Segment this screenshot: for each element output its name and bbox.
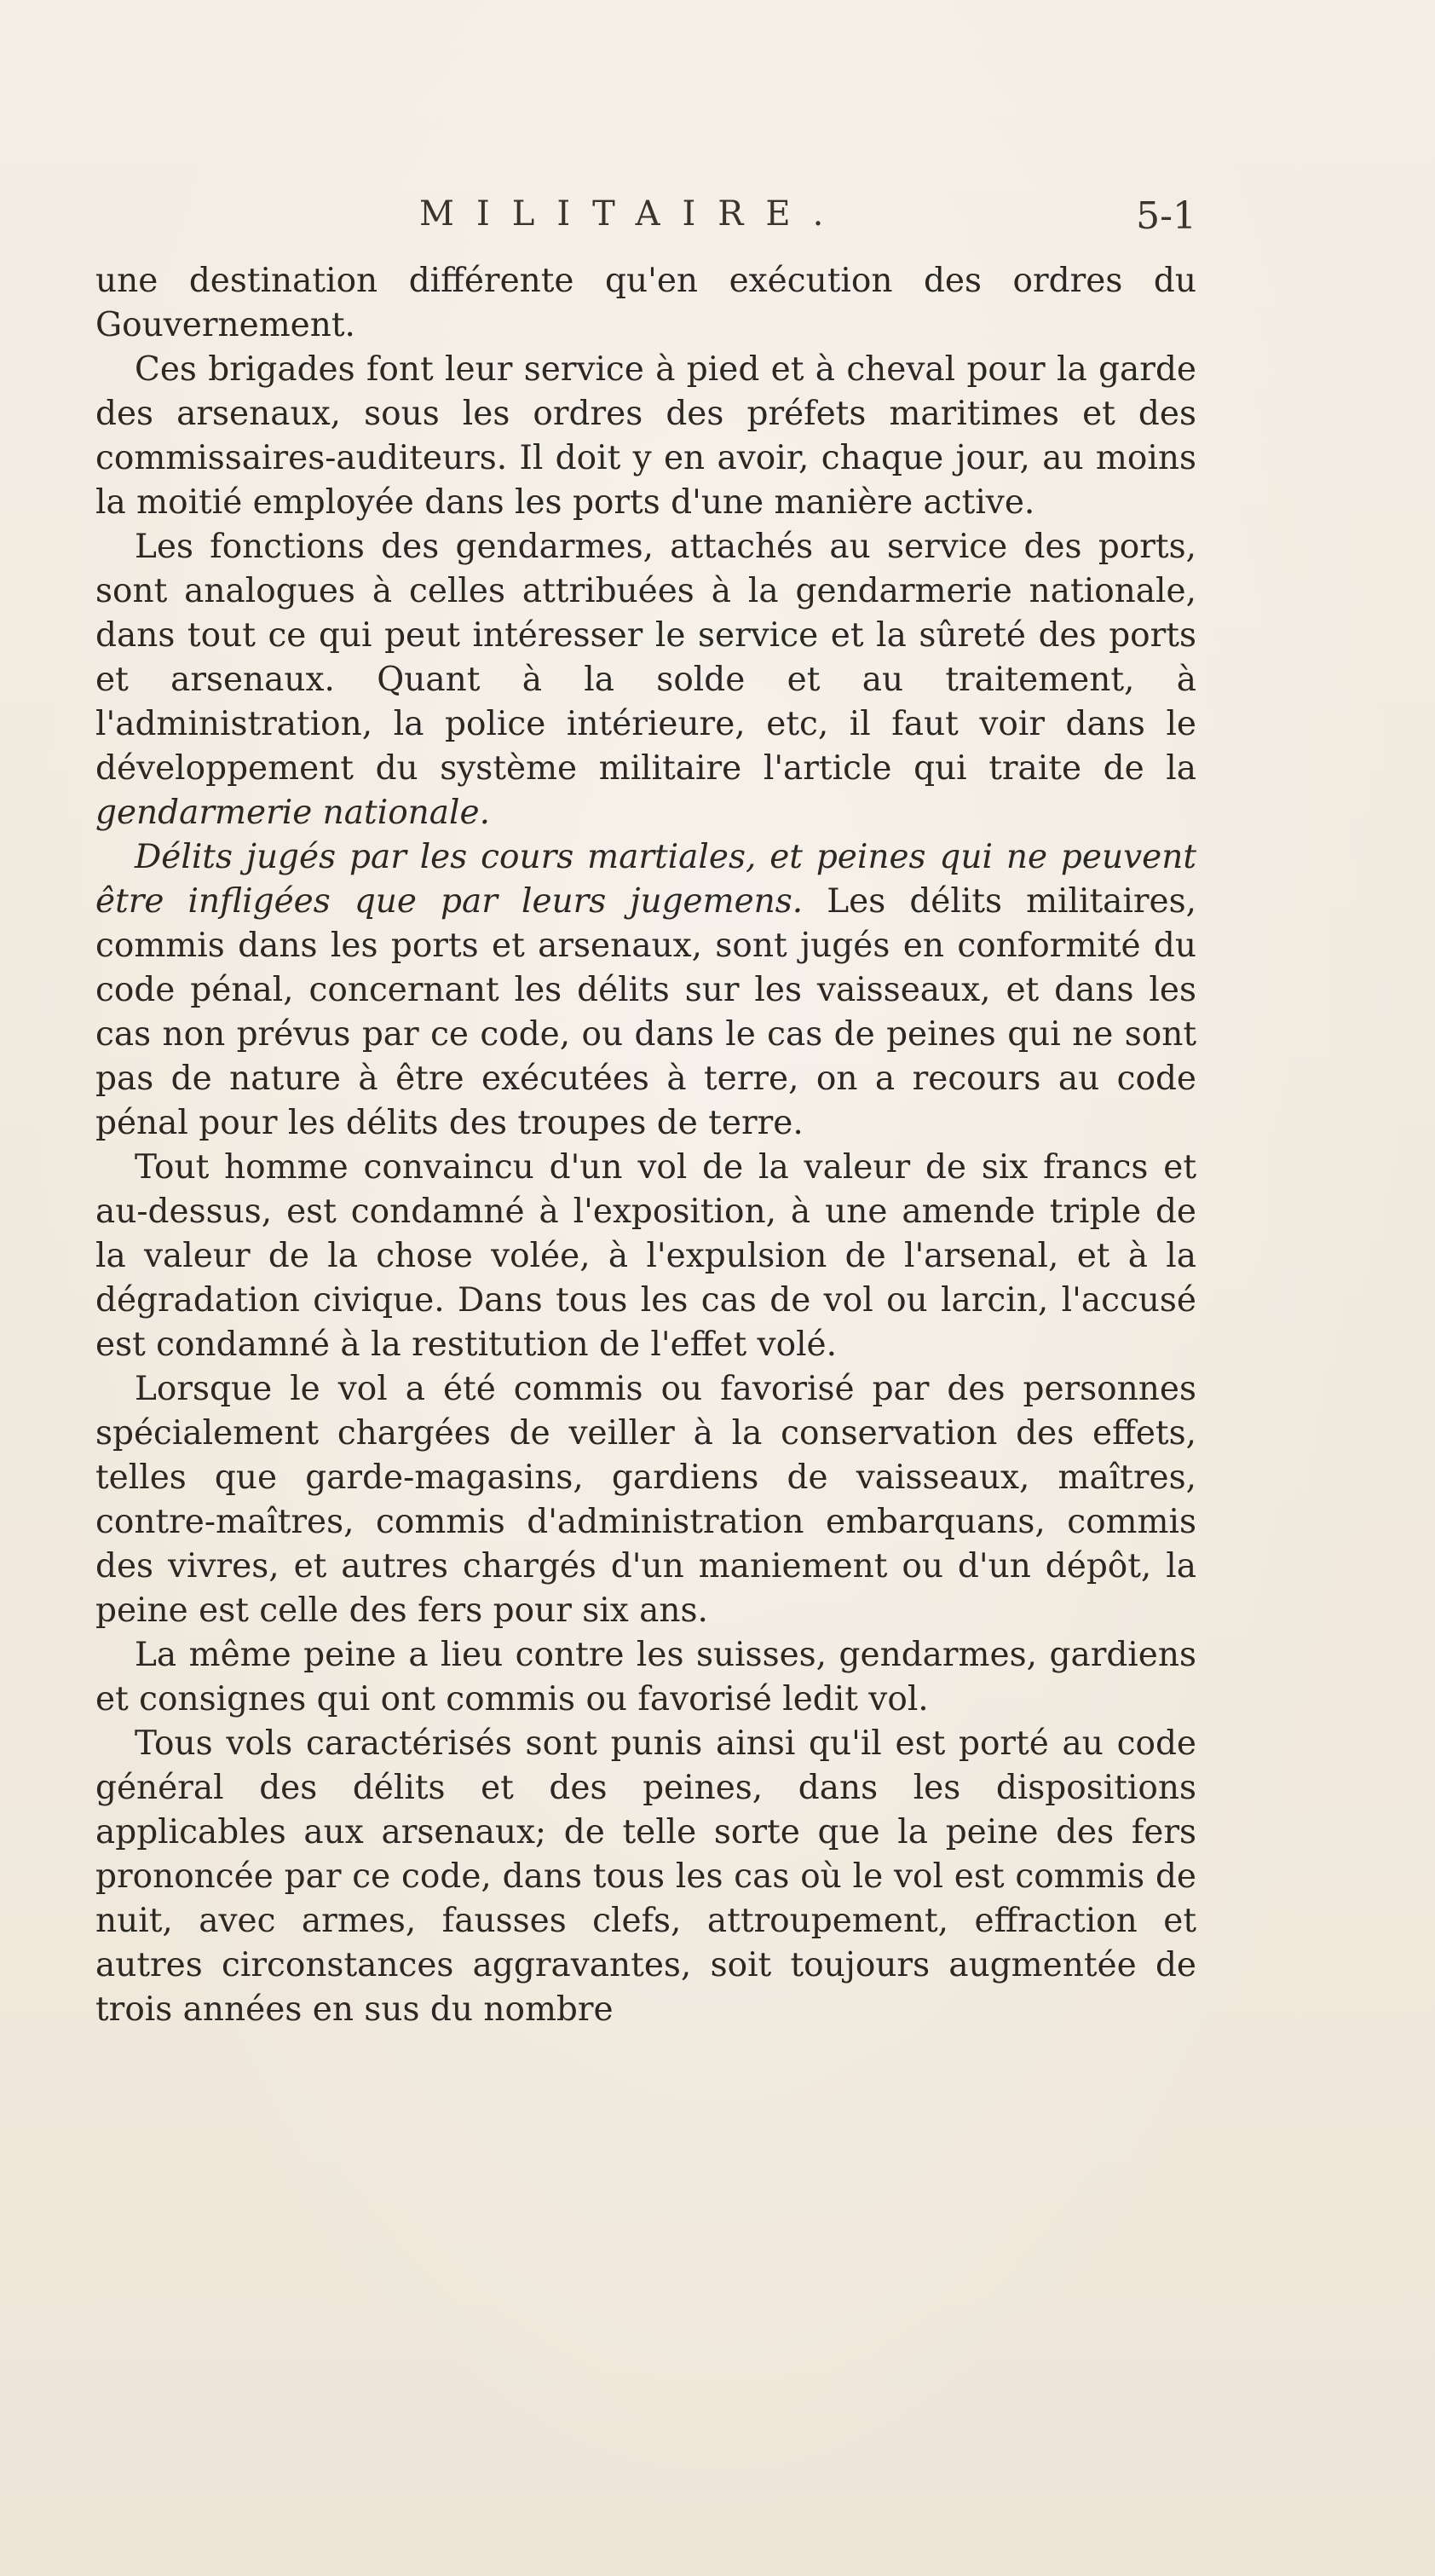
page-number: 5-1 xyxy=(1136,194,1196,238)
section-heading-italic: Délits jugés par les cours martiales, et peines qui ne peuvent être infligées que par leurs jugemens. xyxy=(95,838,1196,921)
paragraph-2: Ces brigades font leur service à pied et à cheval pour la garde des arsenaux, sous les ordres des préfets maritimes et des commissaires-auditeurs. Il doit y en avoir, chaque jour, au moins la moitié employée dans les ports d'une manière active. xyxy=(95,350,1196,522)
text-block xyxy=(95,194,1196,2032)
paragraph-4-text: Les délits militaires, commis dans les ports et arsenaux, sont jugés en conformité du code pénal, concernant les délits sur les vaisseaux, et dans les cas non prévus par ce code, ou dans le cas de peines qui ne sont pas de nature à être exécutées à terre, on a recours au code pénal pour les délits des troupes de terre. xyxy=(95,882,1197,1142)
paragraph-3 xyxy=(95,525,1196,835)
paragraph-3-text: Les fonctions des gendarmes, attachés au service des ports, sont analogues à celles attribuées à la gendarmerie nationale, dans tout ce qui peut intéresser le service et la sûreté des ports et arsenaux. Quant à la solde et au traitement, à l'administration, la police intérieure, etc, il faut voir dans le développement du système militaire l'article qui traite de la xyxy=(95,528,1196,788)
paragraph-7: La même peine a lieu contre les suisses, gendarmes, gardiens et consignes qui ont commis ou favorisé ledit vol. xyxy=(95,1636,1196,1718)
paragraph-3-italic: gendarmerie nationale. xyxy=(95,794,490,832)
paragraph-8: Tous vols caractérisés sont punis ainsi qu'il est porté au code général des délits et des peines, dans les dispositions applicables aux arsenaux; de telle sorte que la peine des fers prononcée par ce code, dans tous les cas où le vol est commis de nuit, avec armes, fausses clefs, attroupement, effraction et autres circonstances aggravantes, soit toujours augmentée de trois années en sus du nombre xyxy=(95,1724,1196,2029)
paragraph-5: Tout homme convaincu d'un vol de la valeur de six francs et au-dessus, est condamné à l'exposition, à une amende triple de la valeur de la chose volée, à l'expulsion de l'arsenal, et à la dégradation civique. Dans tous les cas de vol ou larcin, l'accusé est condamné à la restitution de l'effet volé. xyxy=(95,1148,1196,1364)
running-head: MILITAIRE. xyxy=(419,194,846,234)
paragraph-4 xyxy=(95,835,1196,1146)
paragraph-1: une destination différente qu'en exécution des ordres du Gouvernement. xyxy=(95,262,1196,344)
paragraph-6: Lorsque le vol a été commis ou favorisé par des personnes spécialement chargées de veiller à la conservation des effets, telles que garde-magasins, gardiens de vaisseaux, maîtres, contre-maîtres, commis d'administration embarquans, commis des vivres, et autres chargés d'un maniement ou d'un dépôt, la peine est celle des fers pour six ans. xyxy=(95,1370,1196,1630)
page-header xyxy=(95,194,1196,256)
